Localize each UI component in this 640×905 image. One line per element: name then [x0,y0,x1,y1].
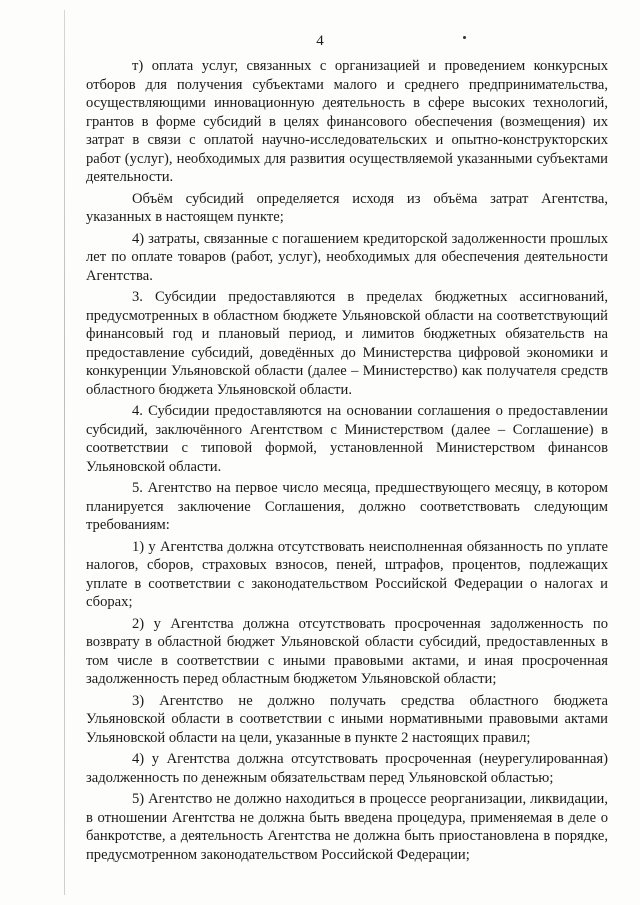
paragraph-section-3: 3. Субсидии предоставляются в пределах бюджетных ассигнований, предусмотренных в областном бюджете Ульяновской области на соответствующий финансовый год и плановый период, и лимитов бюджетных обязательств на предоставление субсидий, доведённых до Министерства цифровой экономики и конкуренции Ульяновской области (далее – Министерство) как получателя средств областного бюджета Ульяновской области. [86,289,608,398]
paragraph-section-5: 5. Агентство на первое число месяца, предшествующего месяцу, в котором планируется заключение Соглашения, должно соответствовать следующим требованиям: [86,480,608,533]
page-number: 4 [316,33,324,49]
paragraph-subsidy-volume: Объём субсидий определяется исходя из объёма затрат Агентства, указанных в настоящем пункте; [86,190,608,225]
paragraph-requirement-3: 3) Агентство не должно получать средства областного бюджета Ульяновской области в соответствии с иными нормативными правовыми актами Ульяновской области на цели, указанные в пункте 2 настоящих правил; [86,692,608,746]
paragraph-section-4: 4. Субсидии предоставляются на основании соглашения о предоставлении субсидий, заключённого Агентством с Министерством (далее – Соглашение) в соответствии с типовой формой, установленной Министерством финансов Ульяновской области. [86,403,608,475]
paragraph-requirement-5: 5) Агентство не должно находиться в процессе реорганизации, ликвидации, в отношении Агентства не должна быть введена процедура, применяемая в деле о банкротстве, а деятельность Агентства не должна быть приостановлена в порядке, предусмотренном законодательством Российской Федерации; [86,791,608,863]
document-body [86,57,608,867]
paragraph-t-consulting-services: т) оплата услуг, связанных с организацией и проведением конкурсных отборов для получения субъектами малого и среднего предпринимательства, осуществляющими инновационную деятельность в сфере высоких технологий, грантов в форме субсидий в целях финансового обеспечения (возмещения) их затрат в связи с оплатой научно-исследовательских и опытно-конструкторских работ (услуг), необходимых для развития осуществляемой указанными субъектами деятельности. [86,58,608,185]
scan-edge-line [64,10,65,895]
paragraph-requirement-2: 2) у Агентства должна отсутствовать просроченная задолженность по возврату в областной бюджет Ульяновской области субсидий, предоставленных в том числе в соответствии с иными правовыми актами, и иная просроченная задолженность перед областным бюджетом Ульяновской области; [86,615,608,687]
paragraph-requirement-1: 1) у Агентства должна отсутствовать неисполненная обязанность по уплате налогов, сборов, страховых взносов, пеней, штрафов, процентов, подлежащих уплате в соответствии с законодательством Российской Федерации о налогах и сборах; [86,538,608,610]
paragraph-requirement-4: 4) у Агентства должна отсутствовать просроченная (неурегулированная) задолженность по денежным обязательствам перед Ульяновской областью; [86,751,608,786]
paragraph-item-4-debt-costs: 4) затраты, связанные с погашением кредиторской задолженности прошлых лет по оплате товаров (работ, услуг), необходимых для обеспечения деятельности Агентства. [86,230,608,284]
